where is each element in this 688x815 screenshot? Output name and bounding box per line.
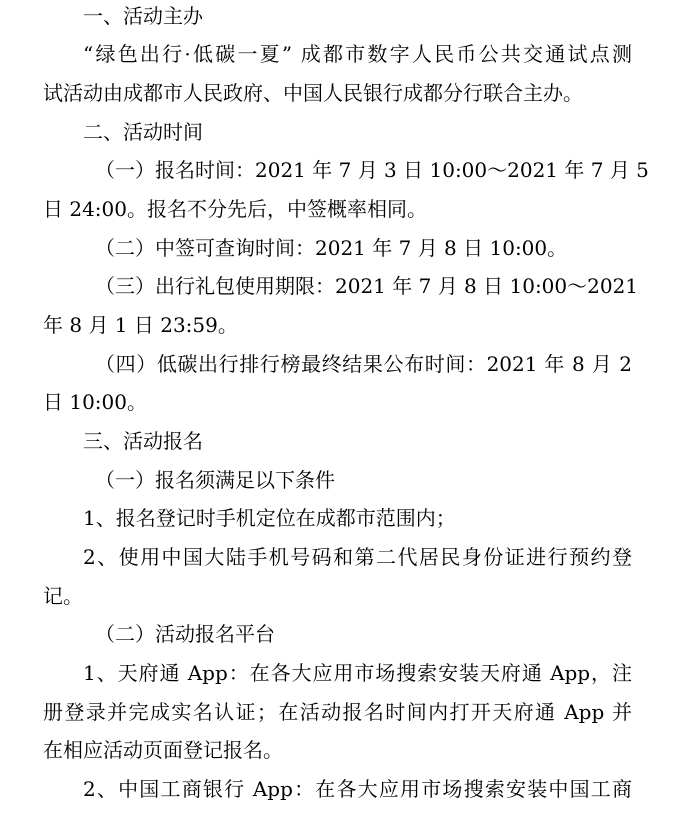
list-item: 2、中国工商银行 App：在各大应用市场搜索安装中国工商 [83, 777, 632, 801]
heading-time: 二、活动时间 [83, 120, 203, 144]
paragraph-line: 在相应活动页面登记报名。 [43, 738, 283, 762]
paragraph-line: “绿色出行·低碳一夏” 成都市数字人民币公共交通试点测 [83, 42, 632, 66]
list-item: 1、天府通 App：在各大应用市场搜索安装天府通 App，注 [83, 661, 632, 685]
paragraph-line: 日 10:00。 [43, 390, 147, 414]
subheading-platforms: （二）活动报名平台 [95, 622, 275, 646]
paragraph-line: （二）中签可查询时间：2021 年 7 月 8 日 10:00。 [95, 236, 568, 260]
paragraph-line: 日 24:00。报名不分先后，中签概率相同。 [43, 197, 427, 221]
paragraph-line: （四）低碳出行排行榜最终结果公布时间：2021 年 8 月 2 [95, 352, 632, 376]
list-item: 1、报名登记时手机定位在成都市范围内； [83, 506, 456, 530]
paragraph-line: 册登录并完成实名认证；在活动报名时间内打开天府通 App 并 [43, 700, 632, 724]
heading-registration: 三、活动报名 [83, 429, 203, 453]
subheading-conditions: （一）报名须满足以下条件 [95, 468, 335, 492]
paragraph-line: 年 8 月 1 日 23:59。 [43, 313, 238, 337]
paragraph-line: （一）报名时间：2021 年 7 月 3 日 10:00～2021 年 7 月 5 [95, 158, 649, 182]
list-item: 2、使用中国大陆手机号码和第二代居民身份证进行预约登 [83, 545, 632, 569]
paragraph-line: （三）出行礼包使用期限：2021 年 7 月 8 日 10:00～2021 [95, 274, 639, 298]
heading-organizer: 一、活动主办 [83, 4, 203, 28]
paragraph-line: 记。 [43, 584, 83, 608]
paragraph-line: 试活动由成都市人民政府、中国人民银行成都分行联合主办。 [43, 81, 583, 105]
